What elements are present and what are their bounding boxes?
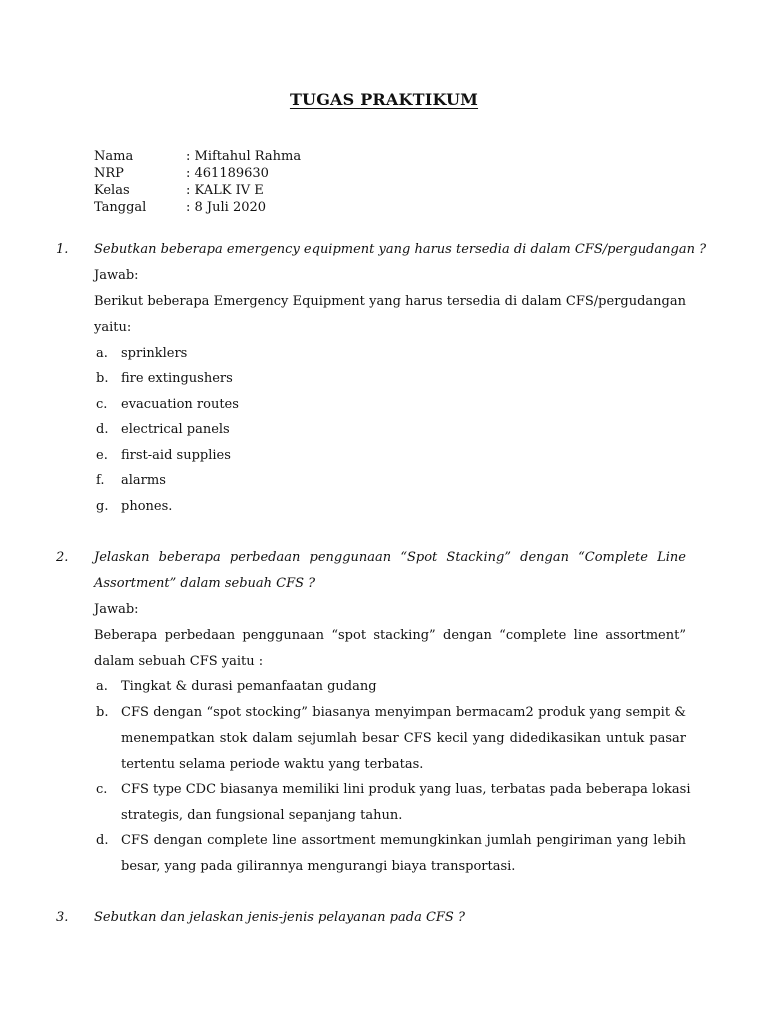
question-number: 3. [56,910,69,925]
question-number: 2. [56,550,69,565]
question-text: Sebutkan beberapa emergency equipment yang harus tersedia di dalam CFS/pergudangan ? [94,242,707,257]
list-item: CFS dengan “spot stocking” biasanya menyimpan bermacam2 produk yang sempit & [121,705,686,720]
list-item: strategis, dan fungsional sepanjang tahun. [121,808,403,823]
info-value-nrp: : 461189630 [186,166,269,181]
list-item: fire extingushers [121,371,233,386]
page-title: TUGAS PRAKTIKUM [289,90,479,109]
answer-intro-line: Beberapa perbedaan penggunaan “spot stacking” dengan “complete line assortment” [94,628,686,643]
info-label-nrp: NRP [94,166,124,181]
list-marker: g. [96,499,109,514]
list-item: sprinklers [121,346,188,361]
list-marker: f. [96,473,105,488]
answer-intro-line: yaitu: [94,320,132,335]
answer-label: Jawab: [94,268,139,283]
list-marker: c. [96,782,108,797]
question-text: Jelaskan beberapa perbedaan penggunaan “Spot Stacking” dengan “Complete Line [94,550,686,565]
list-item: CFS type CDC biasanya memiliki lini produk yang luas, terbatas pada beberapa lokasi [121,782,691,797]
list-marker: b. [96,371,109,386]
list-item: menempatkan stok dalam sejumlah besar CFS kecil yang didedikasikan untuk pasar [121,731,686,746]
list-marker: d. [96,422,109,437]
info-value-tanggal: : 8 Juli 2020 [186,200,267,215]
answer-intro-line: dalam sebuah CFS yaitu : [94,654,264,669]
info-label-nama: Nama [94,149,134,164]
list-marker: a. [96,346,108,361]
info-value-nama: : Miftahul Rahma [186,149,302,164]
info-label-tanggal: Tanggal [94,200,147,215]
question-text: Assortment” dalam sebuah CFS ? [94,576,316,591]
list-item: electrical panels [121,422,230,437]
list-item: CFS dengan complete line assortment memungkinkan jumlah pengiriman yang lebih [121,833,686,848]
list-item: Tingkat & durasi pemanfaatan gudang [121,679,377,694]
question-text: Sebutkan dan jelaskan jenis-jenis pelayanan pada CFS ? [94,910,465,925]
info-label-kelas: Kelas [94,183,130,198]
list-item: first-aid supplies [121,448,231,463]
list-item: besar, yang pada gilirannya mengurangi biaya transportasi. [121,859,516,874]
list-marker: b. [96,705,109,720]
answer-intro-line: Berikut beberapa Emergency Equipment yang harus tersedia di dalam CFS/pergudangan [94,294,686,309]
list-item: evacuation routes [121,397,239,412]
list-marker: c. [96,397,108,412]
list-item: tertentu selama periode waktu yang terbatas. [121,757,424,772]
list-item: phones. [121,499,173,514]
list-marker: a. [96,679,108,694]
answer-label: Jawab: [94,602,139,617]
list-marker: d. [96,833,109,848]
list-marker: e. [96,448,108,463]
question-number: 1. [56,242,69,257]
list-item: alarms [121,473,166,488]
info-value-kelas: : KALK IV E [186,183,264,198]
